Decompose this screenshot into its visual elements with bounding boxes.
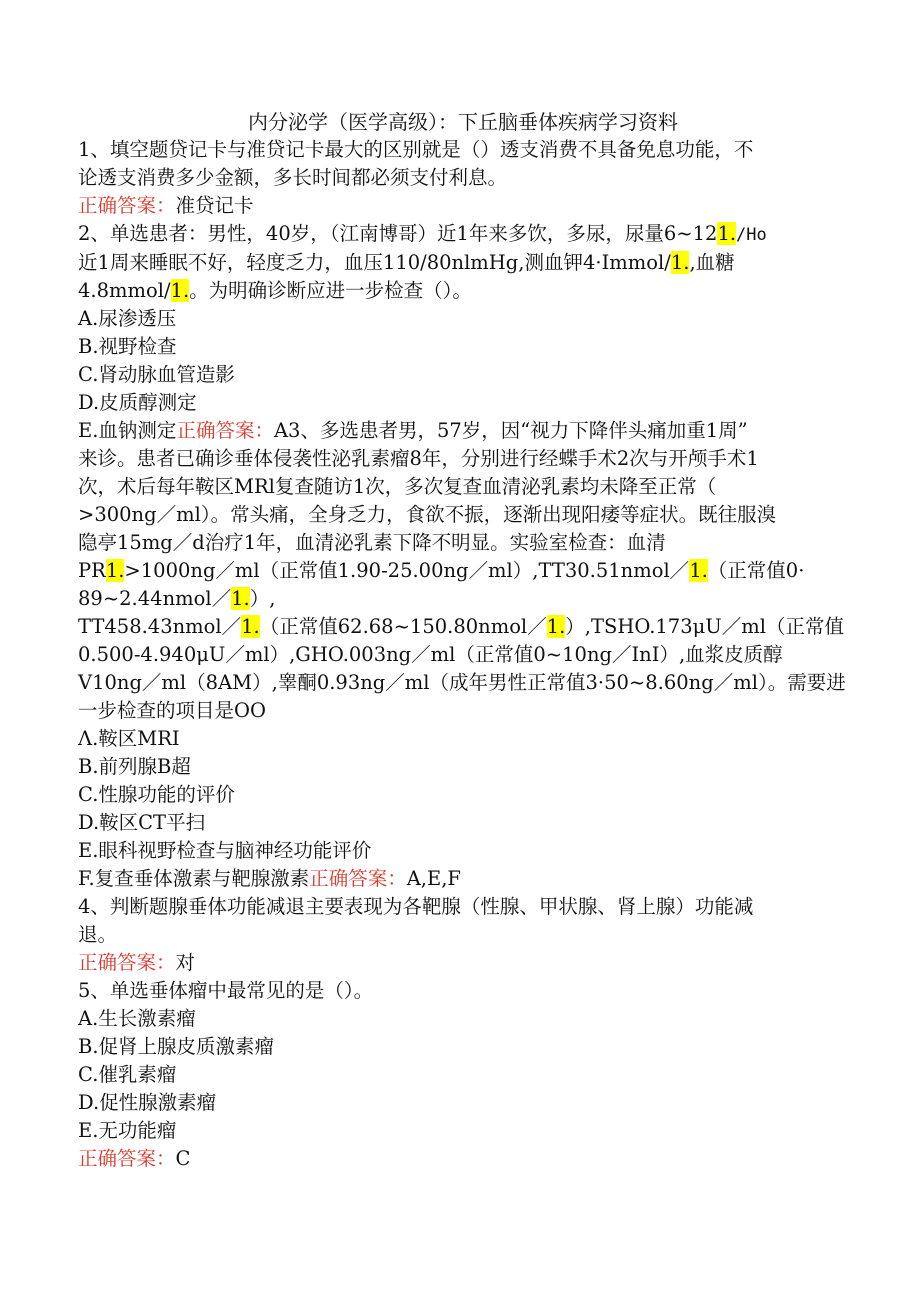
answer-label: 正确答案：: [78, 1147, 176, 1170]
q3-text: TT458.43nmol／: [78, 615, 242, 638]
q3-line-8: [78, 613, 848, 641]
highlight-mark: 1.: [546, 615, 566, 638]
q3-option-f-text: F.复查垂体激素与靶腺激素: [78, 867, 310, 890]
q5-stem: 5、单选垂体瘤中最常见的是（）。: [78, 979, 374, 1002]
q2-line-1: [78, 220, 848, 249]
document-page: [78, 108, 848, 1173]
q3-text: ）,TSHO.173μU／ml（正常值: [565, 615, 844, 638]
q5-option-e: E.无功能瘤: [78, 1119, 177, 1142]
q3-option-b: B.前列腺B超: [78, 755, 191, 778]
highlight-mark: 1.: [231, 587, 250, 610]
q3-option-a: Λ.鞍区MRI: [78, 727, 180, 750]
q3-line-4: >300ng／ml）。常头痛，全身乏力，食欲不振，逐渐出现阳痿等症状。既往服溴: [78, 503, 777, 526]
q2-option-d: D.皮质醇测定: [78, 391, 197, 414]
q1-line-1: 1、填空题贷记卡与准贷记卡最大的区别就是（）透支消费不具备免息功能，不: [78, 138, 754, 161]
answer-label: 正确答案：: [176, 419, 274, 442]
q3-text: （正常值62.68~150.80nmol／: [259, 615, 547, 638]
q4-line-2: 退。: [78, 923, 118, 946]
q1-line-2: 论透支消费多少金额，多长时间都必须支付利息。: [78, 166, 508, 189]
highlight-mark: 1.: [670, 251, 690, 274]
q5-option-a: A.生长激素瘤: [78, 1007, 196, 1030]
q5-option-d: D.促性腺激素瘤: [78, 1091, 217, 1114]
q2-text: ,血糖: [689, 251, 735, 274]
q1-answer-value: 准贷记卡: [175, 194, 254, 217]
q1-answer: [78, 192, 848, 220]
q5-answer: [78, 1145, 848, 1173]
q2-text: 近1周来睡眠不好，轻度乏力，血压110/80nlmHg,测血钾4·Immol/: [78, 251, 671, 274]
q3-text: >1000ng／ml（正常值1.90-25.00ng／ml）,TT30.51nmol／: [124, 559, 690, 582]
q3-line-3: 次，术后每年鞍区MRl复查随访1次，多次复查血清泌乳素均未降至正常（: [78, 475, 717, 498]
q3-option-c: C.性腺功能的评价: [78, 783, 235, 806]
q3-text: 89~2.44nmol／: [78, 587, 232, 610]
q5-option-c: C.催乳素瘤: [78, 1063, 177, 1086]
highlight-mark: 1.: [170, 279, 190, 302]
highlight-mark: 1.: [241, 615, 260, 638]
q2-option-e-text: E.血钠测定: [78, 419, 177, 442]
q2-text: /Ho: [736, 225, 767, 245]
highlight-mark: 1.: [689, 559, 708, 582]
q5-answer-value: C: [175, 1147, 191, 1170]
q2-option-c: C.肾动脉血管造影: [78, 363, 235, 386]
q3-option-f: [78, 865, 848, 893]
q2-line-2: [78, 249, 848, 277]
answer-label: 正确答案：: [309, 867, 407, 890]
q3-answer-value: A,E,F: [406, 867, 461, 890]
q2-option-a: A.尿渗透压: [78, 307, 177, 330]
q5-option-b: B.促肾上腺皮质激素瘤: [78, 1035, 275, 1058]
highlight-mark: 1.: [717, 222, 737, 245]
q3-text: PR: [78, 559, 106, 582]
q3-line-11: 一步检查的项目是OO: [78, 699, 266, 722]
q2-option-e: [78, 417, 848, 445]
q3-line-5: 隐亭15mg／d治疗1年，血清泌乳素下降不明显。实验室检查：血清: [78, 531, 666, 554]
q3-line-9: 0.500-4.940μU／ml）,GHO.003ng／ml（正常值0~10ng／InI）,血浆皮质醇: [78, 643, 783, 666]
answer-label: 正确答案：: [78, 194, 176, 217]
q3-option-e: E.眼科视野检查与脑神经功能评价: [78, 839, 372, 862]
q3-line-6: [78, 557, 848, 585]
q4-answer-value: 对: [175, 951, 196, 974]
document-title: 内分泌学（医学高级）：下丘脑垂体疾病学习资料: [248, 110, 678, 134]
q2-answer-value: A: [273, 419, 289, 442]
q2-text: 4.8mmol/: [78, 279, 171, 302]
highlight-mark: 1.: [105, 559, 125, 582]
q2-text: 2、单选患者：男性，40岁，（江南博哥）近1年来多饮，多尿，尿量6~12: [78, 222, 718, 245]
q3-line-10: V10ng／ml（8AM）,睾酮0.93ng／ml（成年男性正常值3·50~8.60ng／ml）。需要进: [78, 671, 846, 694]
q2-option-b: B.视野检查: [78, 335, 177, 358]
q3-text: ）,: [249, 587, 276, 610]
q3-option-d: D.鞍区CT平扫: [78, 811, 206, 834]
q3-line-2: 来诊。患者已确诊垂体侵袭性泌乳素瘤8年，分别进行经蝶手术2次与开颅手术1: [78, 447, 759, 470]
q4-line-1: 4、判断题腺垂体功能减退主要表现为各靶腺（性腺、甲状腺、肾上腺）功能减: [78, 895, 754, 918]
q3-line-7: [78, 585, 848, 613]
q4-answer: [78, 949, 848, 977]
q2-text: 。为明确诊断应进一步检查（）。: [189, 279, 472, 302]
q2-line-3: [78, 277, 848, 305]
answer-label: 正确答案：: [78, 951, 176, 974]
q3-intro: 3、多选患者男，57岁，因“视力下降伴头痛加重1周”: [288, 419, 748, 442]
q3-text: （正常值0·: [707, 559, 805, 582]
